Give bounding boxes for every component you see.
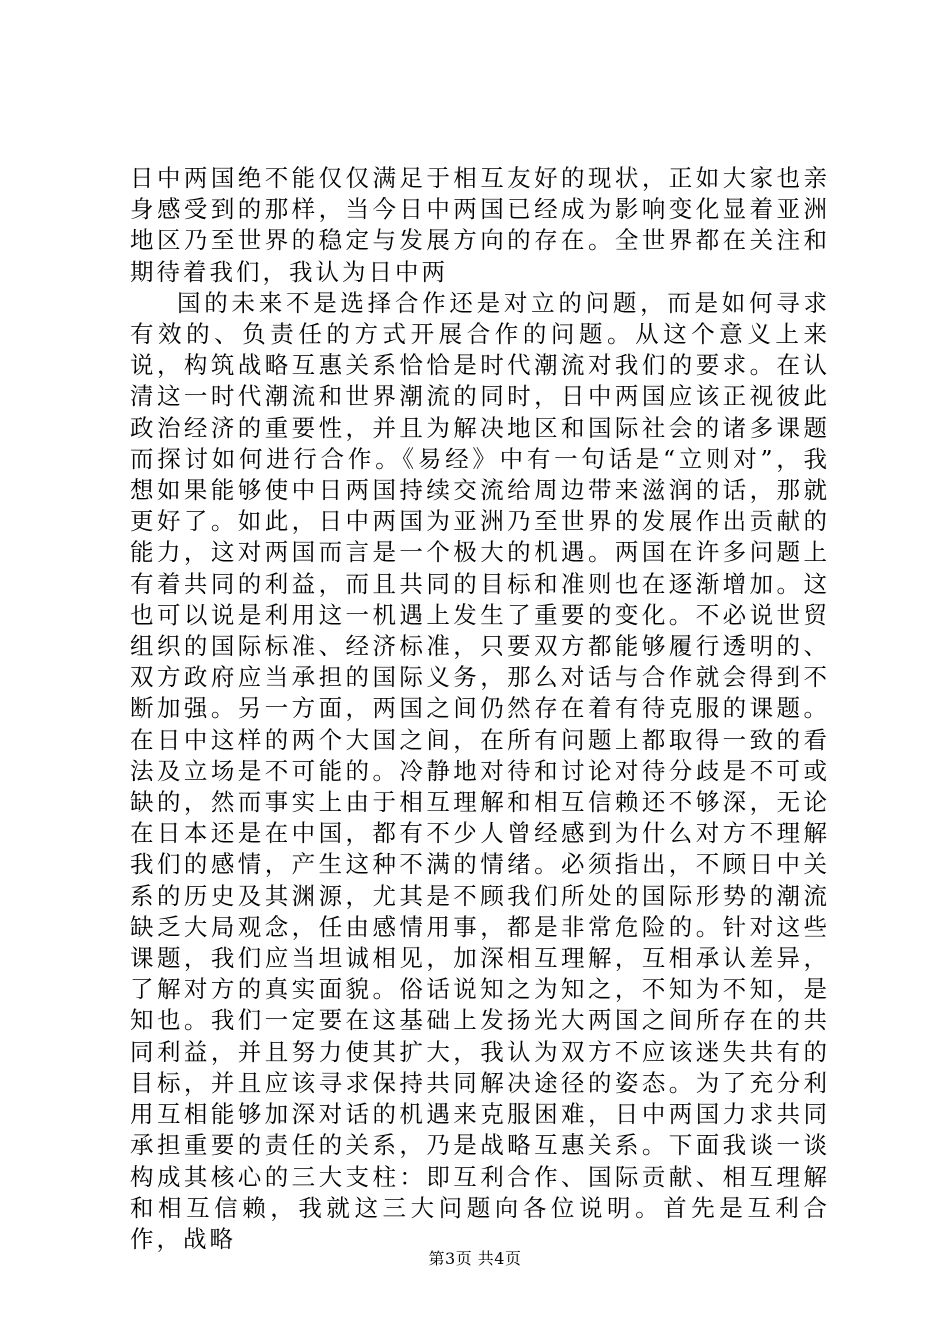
- paragraph-2: 国的未来不是选择合作还是对立的问题，而是如何寻求有效的、负责任的方式开展合作的问题。从这个意义上来说，构筑战略互惠关系恰恰是时代潮流对我们的要求。在认清这一时代潮流和世界潮流的同时，日中两国应该正视彼此政治经济的重要性，并且为解决地区和国际社会的诸多课题而探讨如何进行合作。《易经》中有一句话是“立则对”，我想如果能够使中日两国持续交流给周边带来滋润的话，那就更好了。如此，日中两国为亚洲乃至世界的发展作出贡献的能力，这对两国而言是一个极大的机遇。两国在许多问题上有着共同的利益，而且共同的目标和准则也在逐渐增加。这也可以说是利用这一机遇上发生了重要的变化。不必说世贸组织的国际标准、经济标准，只要双方都能够履行透明的、双方政府应当承担的国际义务，那么对话与合作就会得到不断加强。另一方面，两国之间仍然存在着有待克服的课题。在日中这样的两个大国之间，在所有问题上都取得一致的看法及立场是不可能的。冷静地对待和讨论对待分歧是不可或缺的，然而事实上由于相互理解和相互信赖还不够深，无论在日本还是在中国，都有不少人曾经感到为什么对方不理解我们的感情，产生这种不满的情绪。必须指出，不顾日中关系的历史及其渊源，尤其是不顾我们所处的国际形势的潮流缺乏大局观念，任由感情用事，都是非常危险的。针对这些课题，我们应当坦诚相见，加深相互理解，互相承认差异，了解对方的真实面貌。俗话说知之为知之，不知为不知，是知也。我们一定要在这基础上发扬光大两国之间所存在的共同利益，并且努力使其扩大，我认为双方不应该迷失共有的目标，并且应该寻求保持共同解决途径的姿态。为了充分利用互相能够加深对话的机遇来克服困难，日中两国力求共同承担重要的责任的关系，乃是战略互惠关系。下面我谈一谈构成其核心的三大支柱：即互利合作、国际贡献、相互理解和相互信赖，我就这三大问题向各位说明。首先是互利合作，战略: [130, 288, 830, 1253]
- paragraph-1: 日中两国绝不能仅仅满足于相互友好的现状，正如大家也亲身感受到的那样，当今日中两国已经成为影响变化显着亚洲地区乃至世界的稳定与发展方向的存在。全世界都在关注和期待着我们，我认为日中两: [130, 164, 830, 286]
- page-footer: 第3页 共4页: [428, 1249, 522, 1268]
- body-text: [130, 163, 830, 1255]
